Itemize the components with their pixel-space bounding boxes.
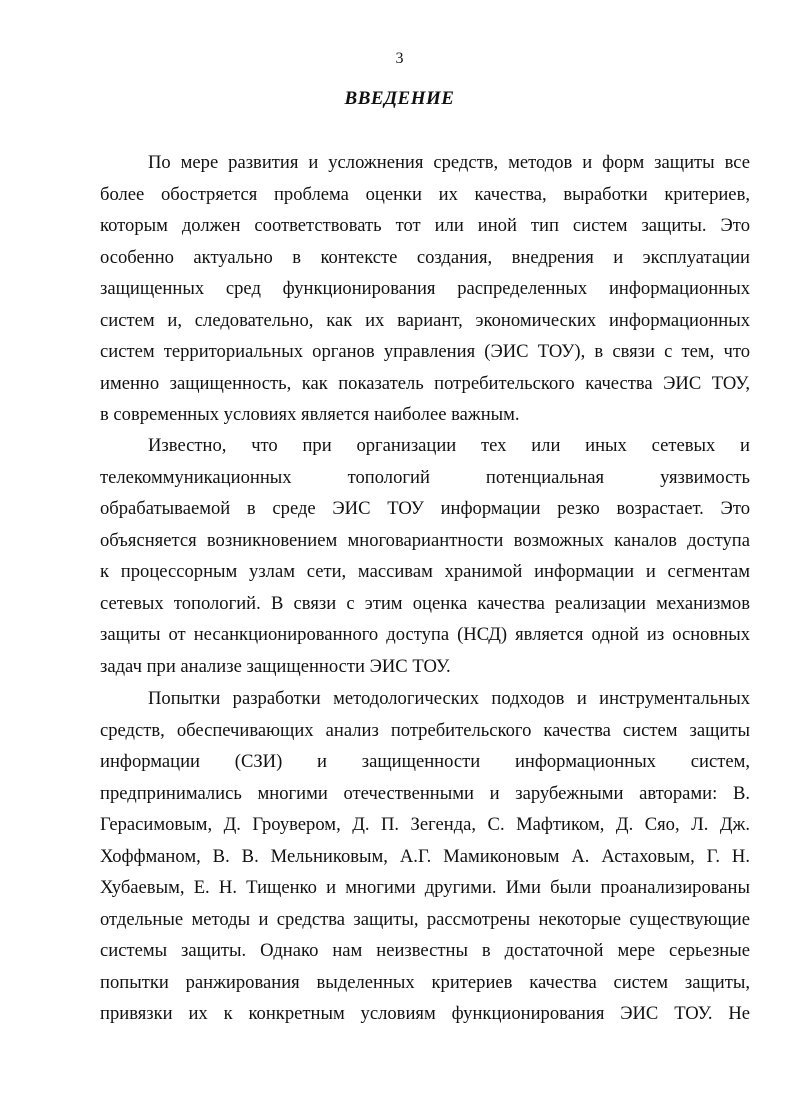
text-line: в современных условиях является наиболее важным. bbox=[100, 404, 520, 425]
text-line: к процессорным узлам сети, массивам хранимой информации и сегментам bbox=[100, 561, 750, 582]
text-line: средств, обеспечивающих анализ потребительского качества систем защиты bbox=[100, 719, 750, 741]
text-line: попытки ранжирования выделенных критериев качества систем защиты, bbox=[100, 971, 750, 993]
text-line: Хоффманом, В. В. Мельниковым, А.Г. Мамиконовым А. Астаховым, Г. Н. bbox=[100, 845, 750, 867]
page-number: 3 bbox=[395, 50, 404, 67]
text-line: информации (СЗИ) и защищенности информационных систем, bbox=[100, 751, 750, 772]
text-line: защищенных сред функционирования распределенных информационных bbox=[100, 278, 750, 299]
text-line: систем и, следовательно, как их вариант, экономических информационных bbox=[100, 309, 750, 331]
text-line: Попытки разработки методологических подходов и инструментальных bbox=[148, 688, 750, 709]
text-line: обрабатываемой в среде ЭИС ТОУ информации резко возрастает. Это bbox=[100, 498, 750, 519]
text-line: которым должен соответствовать тот или иной тип систем защиты. Это bbox=[100, 215, 750, 236]
text-line: По мере развития и усложнения средств, методов и форм защиты все bbox=[148, 152, 750, 173]
text-line: более обостряется проблема оценки их качества, выработки критериев, bbox=[100, 183, 750, 205]
text-line: предпринимались многими отечественными и зарубежными авторами: В. bbox=[100, 782, 750, 804]
text-line: Герасимовым, Д. Гроувером, Д. П. Зегенда, С. Мафтиком, Д. Сяо, Л. Дж. bbox=[100, 814, 750, 835]
text-line: систем территориальных органов управления (ЭИС ТОУ), в связи с тем, что bbox=[100, 341, 750, 362]
text-line: сетевых топологий. В связи с этим оценка качества реализации механизмов bbox=[100, 592, 750, 614]
text-line: особенно актуально в контексте создания, внедрения и эксплуатации bbox=[100, 246, 750, 268]
text-line: Хубаевым, Е. Н. Тищенко и многими другими. Ими были проанализированы bbox=[100, 877, 750, 898]
text-line: телекоммуникационных топологий потенциальная уязвимость bbox=[100, 466, 750, 488]
text-line: привязки их к конкретным условиям функционирования ЭИС ТОУ. Не bbox=[100, 1003, 750, 1024]
paragraph-3 bbox=[100, 683, 750, 1030]
text-line: защиты от несанкционированного доступа (НСД) является одной из основных bbox=[100, 624, 750, 645]
paragraph-1 bbox=[100, 147, 750, 431]
text-line: системы защиты. Однако нам неизвестны в достаточной мере серьезные bbox=[100, 940, 750, 961]
paragraph-2 bbox=[100, 430, 750, 682]
text-line: объясняется возникновением многовариантности возможных каналов доступа bbox=[100, 529, 750, 551]
text-line: задач при анализе защищенности ЭИС ТОУ. bbox=[100, 655, 451, 677]
text-line: Известно, что при организации тех или иных сетевых и bbox=[148, 435, 750, 456]
section-heading: ВВЕДЕНИЕ bbox=[344, 88, 455, 109]
text-line: отдельные методы и средства защиты, рассмотрены некоторые существующие bbox=[100, 908, 750, 930]
text-line: именно защищенность, как показатель потребительского качества ЭИС ТОУ, bbox=[100, 372, 750, 394]
